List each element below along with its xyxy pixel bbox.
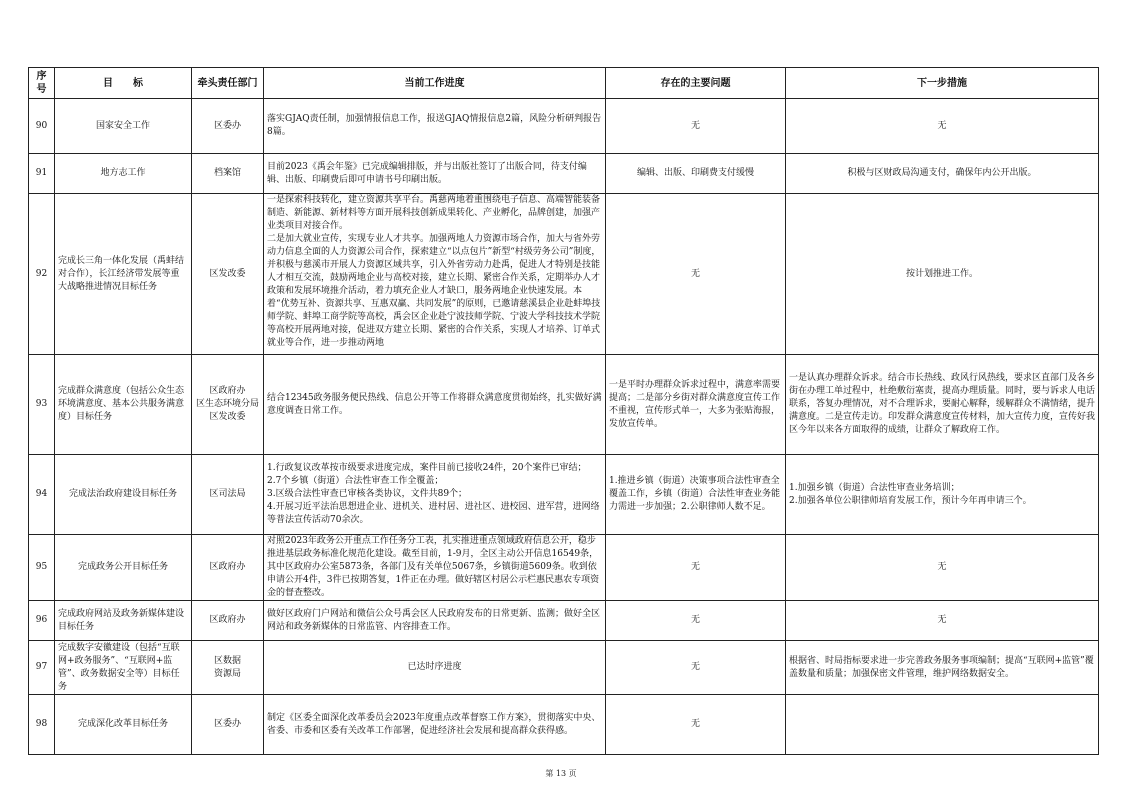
row-target: 完成政务公开目标任务: [55, 535, 192, 601]
row-dept: 区委办: [192, 99, 264, 154]
row-progress: 对照2023年政务公开重点工作任务分工表，扎实推进重点领域政府信息公开，稳步推进基层政务标准化规范化建设。截至目前，1-9月，全区主动公开信息16549条，其中区政府办公室5873条，各部门及有关单位5067条，乡镇街道5609条。收到依申请公开4件，3件已按期答复，1件正在办理。做好辖区村居公示栏惠民惠农专项资金的督查整改。: [267, 536, 600, 598]
row-seq: 96: [29, 601, 55, 641]
row-next: 无: [786, 99, 1099, 154]
row-dept: 区数据 资源局: [192, 641, 264, 695]
header-target: 目 标: [55, 68, 192, 99]
row-problems: 无: [606, 535, 786, 601]
row-target: 完成长三角一体化发展（禹蚌结对合作），长江经济带发展等重大战略推进情况目标任务: [55, 194, 192, 355]
row-progress-cell: [264, 535, 606, 601]
row-dept: 档案馆: [192, 154, 264, 194]
row-next: 无: [786, 535, 1099, 601]
header-progress: 当前工作进度: [264, 68, 606, 99]
row-dept: 区发改委: [192, 194, 264, 355]
row-seq: 94: [29, 455, 55, 535]
progress-table: [28, 67, 1099, 755]
row-target: 国家安全工作: [55, 99, 192, 154]
row-seq: 97: [29, 641, 55, 695]
row-target: 完成群众满意度（包括公众生态环境满意度、基本公共服务满意度）目标任务: [55, 355, 192, 455]
row-target: 完成深化改革目标任务: [55, 695, 192, 755]
row-progress-cell: [264, 194, 606, 355]
row-progress-cell: [264, 455, 606, 535]
row-dept: 区委办: [192, 695, 264, 755]
row-problems: 无: [606, 695, 786, 755]
row-problems: 无: [606, 194, 786, 355]
row-problems: 无: [606, 601, 786, 641]
header-dept: 牵头责任部门: [192, 68, 264, 99]
row-next: 积极与区财政局沟通支付，确保年内公开出版。: [786, 154, 1099, 194]
row-problems: 编辑、出版、印刷费支付缓慢: [606, 154, 786, 194]
row-dept: 区政府办: [192, 601, 264, 641]
row-progress: 落实GJAQ责任制，加强情报信息工作，报送GJAQ情报信息2篇，风险分析研判报告8篇。: [264, 99, 606, 154]
row-next: 1.加强乡镇（街道）合法性审查业务培训； 2.加强各单位公职律师培育发展工作，预计今年再申请三个。: [786, 455, 1099, 535]
row-next: 按计划推进工作。: [786, 194, 1099, 355]
row-progress: 1.行政复议改革按市级要求进度完成，案件目前已接收24件，20个案件已审结； 2.7个乡镇（街道）合法性审查工作全覆盖； 3.区级合法性审查已审核各类协议，文件共89个； 4.开展习近平法治思想进企业、进机关、进村居、进社区、进校园、进军营，进网络等普法宣传活动70余次。: [267, 463, 600, 525]
table-row: [29, 194, 1099, 355]
row-seq: 91: [29, 154, 55, 194]
progress-table-sheet: [28, 67, 1098, 755]
row-dept: 区政府办 区生态环境分局 区发改委: [192, 355, 264, 455]
row-problems: 无: [606, 641, 786, 695]
row-seq: 98: [29, 695, 55, 755]
row-progress: 做好区政府门户网站和微信公众号禹会区人民政府发布的日常更新、监测；做好全区网站和政务新媒体的日常监管、内容排查工作。: [264, 601, 606, 641]
row-seq: 90: [29, 99, 55, 154]
table-row: [29, 455, 1099, 535]
row-next: 一是认真办理群众诉求。结合市长热线、政风行风热线，要求区直部门及各乡街在办理工单过程中，杜绝敷衍塞责，提高办理质量。同时，要与诉求人电话联系，答复办理情况，对不合理诉求，要耐心解释，缓解群众不满情绪，提升满意度。二是宣传走访。印发群众满意度宣传材料，加大宣传力度，宣传好我区今年以来各方面取得的成绩，让群众了解政府工作。: [786, 355, 1099, 455]
table-row: [29, 695, 1099, 755]
row-target-cell: [55, 641, 192, 695]
table-row: [29, 154, 1099, 194]
row-dept: 区司法局: [192, 455, 264, 535]
row-problems: 一是平时办理群众诉求过程中，满意率需要提高；二是部分乡街对群众满意度宣传工作不重视，宣传形式单一，大多为张贴海报，发放宣传单。: [606, 355, 786, 455]
row-seq: 92: [29, 194, 55, 355]
table-row: [29, 601, 1099, 641]
table-row: [29, 355, 1099, 455]
row-target: 完成法治政府建设目标任务: [55, 455, 192, 535]
table-row: [29, 99, 1099, 154]
row-dept: 区政府办: [192, 535, 264, 601]
header-problems: 存在的主要问题: [606, 68, 786, 99]
row-target: 地方志工作: [55, 154, 192, 194]
header-next: 下一步措施: [786, 68, 1099, 99]
row-progress: 已达时序进度: [264, 641, 606, 695]
page-number: 第 13 页: [545, 769, 577, 778]
table-header-row: [29, 68, 1099, 99]
row-next: 无: [786, 601, 1099, 641]
row-progress: 结合12345政务服务便民热线、信息公开等工作将群众满意度贯彻始终，扎实做好满意度调查日常工作。: [264, 355, 606, 455]
row-problems: 无: [606, 99, 786, 154]
row-next: [786, 695, 1099, 755]
row-seq: 95: [29, 535, 55, 601]
row-progress: 目前2023《禹会年鉴》已完成编辑排版，并与出版社签订了出版合同，待支付编辑、出版、印刷费后即可申请书号印刷出版。: [264, 154, 606, 194]
row-target: 完成政府网站及政务新媒体建设目标任务: [55, 601, 192, 641]
table-row: [29, 641, 1099, 695]
row-problems: 1.推进乡镇（街道）决策事项合法性审查全覆盖工作，乡镇（街道）合法性审查业务能力需进一步加强；2.公职律师人数不足。: [606, 455, 786, 535]
row-target: 完成数字安徽建设（包括“互联网+政务服务”、“互联网+监管”、政务数据安全等）目标任务: [58, 642, 180, 692]
header-seq: 序号: [29, 68, 55, 99]
row-seq: 93: [29, 355, 55, 455]
row-next: 根据省、时局指标要求进一步完善政务服务事项编制；提高“互联网+监管”覆盖数量和质量；加强保密文件管理，维护网络数据安全。: [786, 641, 1099, 695]
row-progress: 制定《区委全面深化改革委员会2023年度重点改革督察工作方案》，贯彻落实中央、省委、市委和区委有关改革工作部署，促进经济社会发展和提高群众获得感。: [264, 695, 606, 755]
row-progress: 一是探索科技转化，建立资源共享平台。禹慈两地着重围绕电子信息、高端智能装备制造、新能源、新材料等方面开展科技创新成果转化、产业孵化，品牌创建，加强产业类项目对接合作。 二是加大就业宣传，实现专业人才共享。加强两地人力资源市场合作，加大与省外劳动力信息全面的人力资源公司合作，探索建立“以点包片”新型“村级劳务公司”制度，并积极与慈溪市开展人力资源区域共享，引入外省劳动力赴禹，促进人才特别是技能人才相互交流，鼓励两地企业与高校对接，建立长期、紧密合作关系，定期举办人才政策和发展环境推介活动，着力填充企业人才缺口，服务两地企业快速发展。本着“优势互补、资源共享、互惠双赢、共同发展”的原则，已邀请慈溪县企业赴蚌埠技师学院、蚌埠工商学院等高校，禹会区企业赴宁波技师学院、宁波大学科技技术学院等高校开展两地对接，促进双方建立长期、紧密的合作关系，实现人才培养、订单式就业等合作，进一步推动两地: [267, 195, 601, 348]
table-row: [29, 535, 1099, 601]
